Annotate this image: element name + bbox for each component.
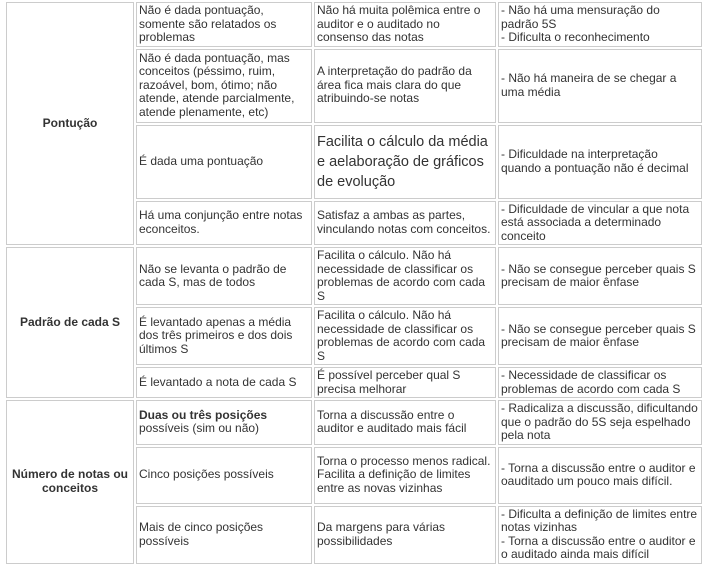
approach-cell bbox=[136, 400, 312, 445]
advantage-cell: Não há muita polêmica entre o auditor e o auditado no consenso das notas bbox=[314, 2, 496, 47]
approach-cell: Mais de cinco posições possíveis bbox=[136, 506, 312, 564]
comparison-table bbox=[4, 0, 704, 566]
disadvantage-line: - Radicaliza a discussão, dificultando que o padrão do 5S seja espelhado pela nota bbox=[501, 401, 698, 442]
disadvantage-cell bbox=[498, 247, 702, 305]
approach-cell: É levantado a nota de cada S bbox=[136, 367, 312, 398]
approach-cell: Há uma conjunção entre notas econceitos. bbox=[136, 201, 312, 246]
advantage-cell: É possível perceber qual S precisa melhorar bbox=[314, 367, 496, 398]
approach-bold-text: Duas ou três posições bbox=[139, 407, 268, 422]
disadvantage-cell bbox=[498, 307, 702, 365]
disadvantage-cell bbox=[498, 447, 702, 504]
disadvantage-line: - Dificulta a definição de limites entre notas vizinhas bbox=[501, 506, 698, 534]
approach-cell: Não é dada pontuação, somente são relatados os problemas bbox=[136, 2, 312, 47]
table-row bbox=[6, 247, 702, 305]
advantage-cell: Facilita o cálculo. Não há necessidade de classificar os problemas de acordo com cada S bbox=[314, 307, 496, 365]
disadvantage-line: - Dificuldade na interpretação quando a pontuação não é decimal bbox=[501, 147, 689, 175]
disadvantage-cell bbox=[498, 125, 702, 199]
advantage-cell: Torna a discussão entre o auditor e auditado mais fácil bbox=[314, 400, 496, 445]
disadvantage-line: - Não há maneira de se chegar a uma média bbox=[501, 71, 677, 99]
disadvantage-cell bbox=[498, 2, 702, 47]
approach-cell: Cinco posições possíveis bbox=[136, 447, 312, 504]
disadvantage-line: - Dificuldade de vincular a que nota está associada a determinado conceito bbox=[501, 201, 690, 243]
disadvantage-line: - Dificulta o reconhecimento bbox=[501, 30, 650, 44]
approach-cell: Não se levanta o padrão de cada S, mas de todos bbox=[136, 247, 312, 305]
advantage-cell: A interpretação do padrão da área fica mais clara do que atribuindo-se notas bbox=[314, 49, 496, 123]
disadvantage-line: - Não se consegue perceber quais S precisam de maior ênfase bbox=[501, 261, 696, 289]
approach-cell: É dada uma pontuação bbox=[136, 125, 312, 199]
disadvantage-cell bbox=[498, 201, 702, 246]
table-row bbox=[6, 2, 702, 47]
disadvantage-line: - Torna a discussão entre o auditor e o auditado ainda mais difícil bbox=[501, 533, 696, 561]
advantage-cell: Satisfaz a ambas as partes, vinculando notas com conceitos. bbox=[314, 201, 496, 246]
disadvantage-cell bbox=[498, 367, 702, 398]
approach-cell: Não é dada pontuação, mas conceitos (péssimo, ruim, razoável, bom, ótimo; não atende, atende parcialmente, atende plenamente, etc) bbox=[136, 49, 312, 123]
disadvantage-cell bbox=[498, 400, 702, 445]
disadvantage-line: - Não se consegue perceber quais S precisam de maior ênfase bbox=[501, 321, 696, 349]
advantage-cell: Da margens para várias possibilidades bbox=[314, 506, 496, 564]
approach-text: possíveis (sim ou não) bbox=[139, 421, 260, 436]
approach-cell: É levantado apenas a média dos três primeiros e dos dois últimos S bbox=[136, 307, 312, 365]
disadvantage-cell bbox=[498, 49, 702, 123]
advantage-cell: Facilita o cálculo. Não há necessidade de classificar os problemas de acordo com cada S bbox=[314, 247, 496, 305]
disadvantage-line: - Não há uma mensuração do padrão 5S bbox=[501, 3, 660, 31]
advantage-cell: Torna o processo menos radical. Facilita a definição de limites entre as novas vizinhas bbox=[314, 447, 496, 504]
group-label-numero: Número de notas ou conceitos bbox=[6, 400, 134, 564]
advantage-cell: Facilita o cálculo da média e aelaboração de gráficos de evolução bbox=[314, 125, 496, 199]
group-label-padrao: Padrão de cada S bbox=[6, 247, 134, 398]
disadvantage-cell bbox=[498, 506, 702, 564]
table-row bbox=[6, 400, 702, 445]
disadvantage-line: - Necessidade de classificar os problemas de acordo com cada S bbox=[501, 368, 681, 396]
disadvantage-line: - Torna a discussão entre o auditor e oauditado um pouco mais difícil. bbox=[501, 460, 696, 488]
group-label-pontuacao: Pontução bbox=[6, 2, 134, 245]
